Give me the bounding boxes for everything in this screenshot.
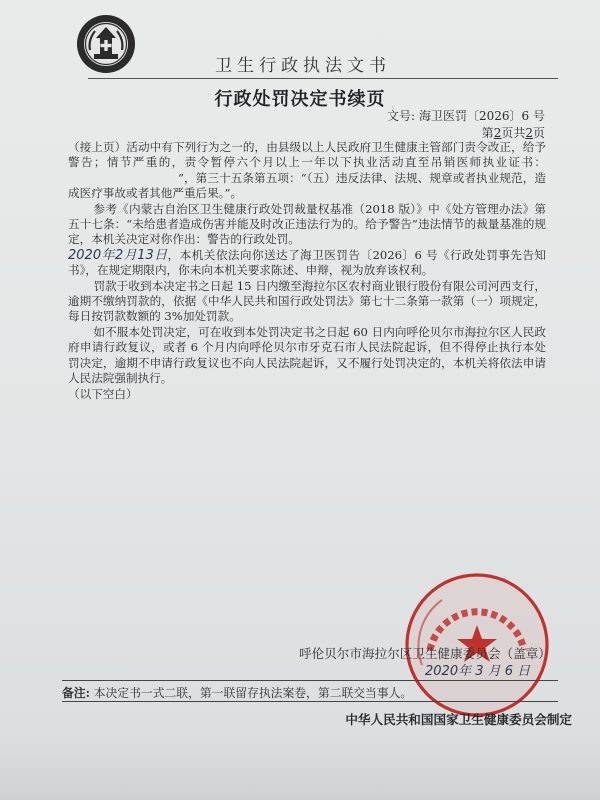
- document-title: 行政处罚决定书续页: [214, 89, 386, 110]
- issuing-authority: 呼伦贝尔市海拉尔区卫生健康委员会（盖章）: [299, 646, 551, 661]
- paper-shadow: [0, 740, 600, 800]
- remark-text: 本决定书一式二联，第一联留存执法案卷，第二联交当事人。: [93, 686, 413, 700]
- header-divider: [88, 78, 558, 79]
- document-number-value: 海卫医罚〔2026〕6 号: [419, 109, 545, 123]
- page-current: 2: [493, 126, 502, 140]
- blank-marker: （以下空白）: [68, 386, 138, 401]
- page-prefix: 第: [481, 126, 494, 140]
- handwritten-sign-date: 2020年 3 月 6 日: [425, 664, 531, 679]
- paragraph-continued-tail: ”，第三十五条第五项：“（五）违反法律、法规、规章或者执业规范，造成医疗事故或者其他严重后果。”。: [68, 170, 546, 201]
- paragraph-continued: [68, 140, 546, 202]
- agency-header-title: 卫生行政执法文书: [215, 56, 391, 76]
- page-indicator: [482, 124, 545, 141]
- form-issuer: 中华人民共和国国家卫生健康委员会制定: [345, 712, 572, 727]
- paragraph-notice: [68, 248, 546, 279]
- remark-line: [62, 684, 412, 701]
- document-number: [387, 107, 545, 124]
- paragraph-appeal: 如不服本处罚决定，可在收到本处罚决定书之日起 60 日内向呼伦贝尔市海拉尔区人民政府申请行政复议，或者 6 个月内向呼伦贝尔市牙克石市人民法院起诉，但不得停止执行本处罚决定，逾期不申请行政复议也不向人民法院起诉，又不履行处罚决定的，本机关将依法申请人民法院强制执行。: [68, 324, 546, 386]
- health-supervision-emblem-icon: [76, 14, 136, 74]
- decision-body: [68, 140, 546, 402]
- page-total: 2: [525, 126, 533, 140]
- page-middle: 页共: [501, 126, 526, 140]
- note-bottom-divider: [62, 701, 558, 702]
- paragraph-payment: 罚款于收到本决定书之日起 15 日内缴至海拉尔区农村商业银行股份有限公司河西支行，逾期不缴纳罚款的，依据《中华人民共和国行政处罚法》第七十二条第一款第（一）项规定，每日按罚款数额的 3%加处罚款。: [68, 278, 546, 324]
- page-suffix: 页: [532, 126, 545, 140]
- remark-label: 备注:: [62, 686, 90, 700]
- paragraph-basis: 参考《内蒙古自治区卫生健康行政处罚裁量权基准（2018 版）》中《处方管理办法》第五十七条：“未给患者造成伤害并能及时改正违法行为的。给予警告”违法情节的裁量基准的规定，本机关决定对你作出：警告的行政处罚。: [68, 201, 546, 247]
- note-top-divider: [62, 680, 558, 681]
- handwritten-date: 2020年2月13日: [68, 247, 168, 263]
- paragraph-notice-text: ，本机关依法向你送达了海卫医罚告〔2026〕6 号《行政处罚事先告知书》，在规定期限内，你未向本机关要求陈述、申辩，视为放弃该权利。: [68, 247, 546, 278]
- document-number-label: 文号:: [386, 109, 415, 123]
- paragraph-continued-text: （接上页）活动中有下列行为之一的，由县级以上人民政府卫生健康主管部门责令改正，给予警告；情节严重的，责令暂停六个月以上一年以下执业活动直至吊销医师执业证书：: [68, 140, 546, 170]
